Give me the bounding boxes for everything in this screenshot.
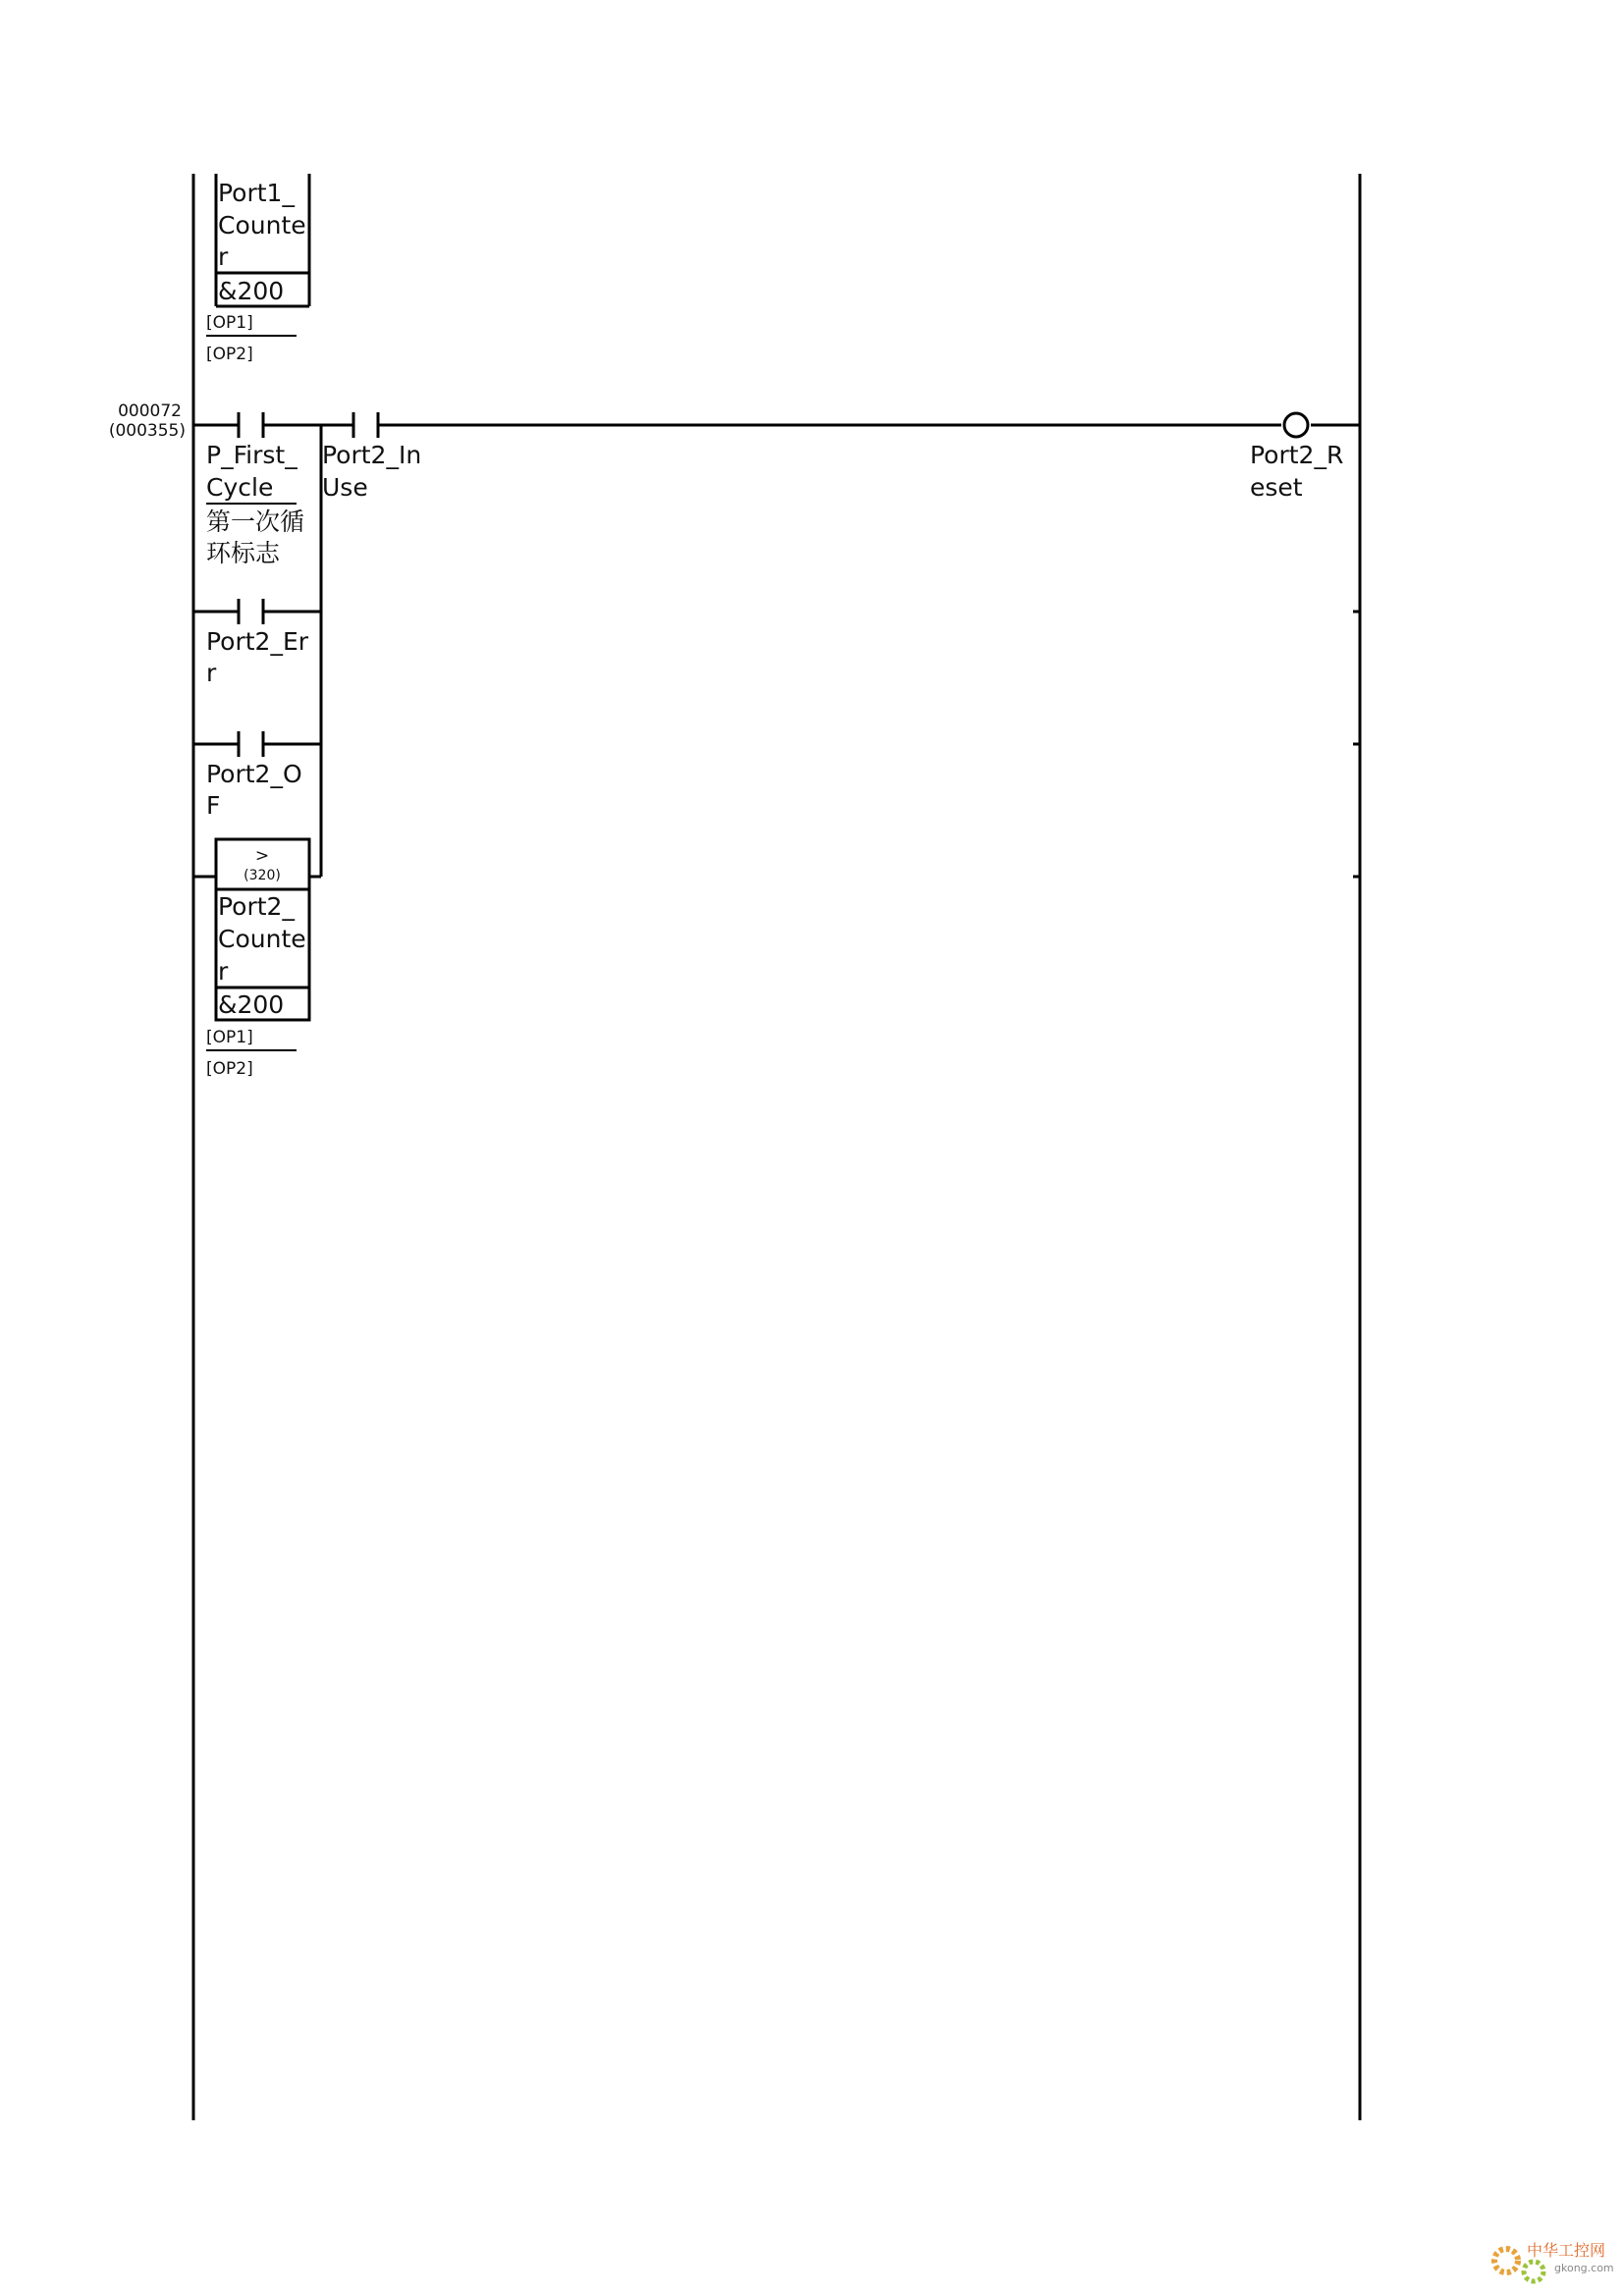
compare-symbol: > — [254, 846, 270, 866]
gear-icon — [1494, 2249, 1518, 2272]
top-compare-op2-tag: [OP2] — [206, 345, 253, 364]
contact-port2-inuse-label-1: Port2_In — [322, 441, 422, 469]
compare-op1-tag: [OP1] — [206, 1028, 253, 1047]
rung-000072 — [109, 401, 1360, 1079]
contact-p-first-cycle-label-1: P_First_ — [206, 441, 298, 469]
coil-port2-reset — [1284, 413, 1308, 437]
compare-operand1-line2: Counte — [218, 925, 306, 953]
top-compare-operand1-line2: Counte — [218, 211, 306, 240]
contact-port2-inuse — [353, 412, 378, 438]
contact-port2-err-label-1: Port2_Er — [206, 627, 309, 656]
compare-operand2: &200 — [218, 990, 285, 1019]
compare-op2-tag: [OP2] — [206, 1059, 253, 1079]
contact-port2-err-label-2: r — [206, 659, 217, 687]
contact-p-first-cycle — [239, 412, 263, 438]
top-compare-op1-tag: [OP1] — [206, 313, 253, 333]
coil-port2-reset-label-2: eset — [1250, 473, 1303, 502]
contact-port2-of-label-1: Port2_O — [206, 760, 302, 788]
top-compare-operand2: &200 — [218, 277, 285, 305]
watermark-cn: 中华工控网 — [1527, 2241, 1606, 2260]
rung-address: 000072 — [118, 401, 182, 421]
compare-operand1-line1: Port2_ — [218, 892, 295, 921]
compare-code: (320) — [244, 868, 281, 883]
contact-p-first-cycle-comment-2: 环标志 — [206, 539, 281, 567]
top-compare-operand1-line1: Port1_ — [218, 179, 295, 207]
contact-port2-of — [193, 731, 321, 757]
contact-port2-err — [193, 599, 321, 624]
watermark-en: gkong.com — [1554, 2262, 1614, 2274]
contact-p-first-cycle-label-2: Cycle — [206, 473, 274, 502]
gear-icon — [1524, 2262, 1543, 2281]
compare-operand1-line3: r — [218, 957, 229, 986]
watermark-logo — [1494, 2241, 1614, 2281]
coil-port2-reset-label-1: Port2_R — [1250, 441, 1344, 469]
rung-step: (000355) — [108, 421, 186, 441]
top-compare-operand1-line3: r — [218, 242, 229, 271]
contact-port2-of-label-2: F — [206, 791, 221, 820]
contact-p-first-cycle-comment-1: 第一次循 — [206, 507, 305, 536]
top-compare-block — [206, 174, 309, 364]
contact-port2-inuse-label-2: Use — [322, 473, 368, 502]
